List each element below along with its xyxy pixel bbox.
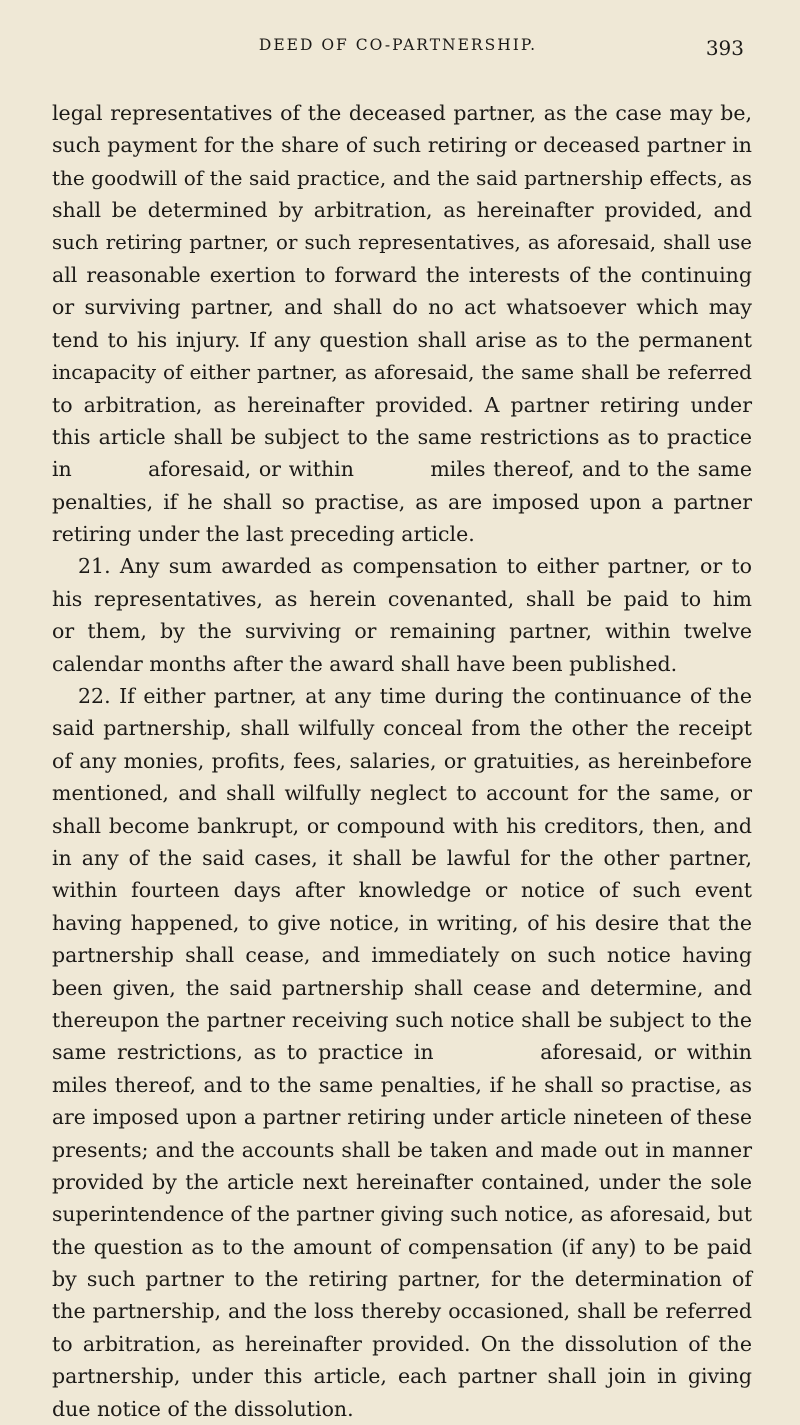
text-line: superintendence of the partner giving such notice, as aforesaid, but xyxy=(52,1202,752,1227)
text-line: the partnership, and the loss thereby occasioned, shall be referred xyxy=(52,1299,752,1324)
text-line: to arbitration, as hereinafter provided. On the dissolution of the xyxy=(52,1331,752,1356)
text-line: mentioned, and shall wilfully neglect to account for the same, or xyxy=(52,781,752,806)
text-line: been given, the said partnership shall cease and determine, and xyxy=(52,975,752,1000)
text-line: calendar months after the award shall have been published. xyxy=(52,651,678,676)
text-line: tend to his injury. If any question shall arise as to the permanent xyxy=(52,327,752,352)
text-line: partnership shall cease, and immediately on such notice having xyxy=(52,943,752,968)
text-line: 22. If either partner, at any time during the continuance of the xyxy=(78,684,752,709)
text-line: are imposed upon a partner retiring under article nineteen of these xyxy=(52,1105,752,1130)
text-line: provided by the article next hereinafter contained, under the sole xyxy=(52,1169,752,1194)
text-line: or them, by the surviving or remaining partner, within twelve xyxy=(52,619,752,644)
text-line: the goodwill of the said practice, and the said partnership effects, as xyxy=(52,165,752,190)
running-title: DEED OF CO-PARTNERSHIP. xyxy=(258,36,538,54)
text-line: penalties, if he shall so practise, as are imposed upon a partner xyxy=(52,489,752,514)
text-line: of any monies, profits, fees, salaries, or gratuities, as hereinbefore xyxy=(52,748,752,773)
text-line: thereupon the partner receiving such notice shall be subject to the xyxy=(52,1007,752,1032)
text-line: or surviving partner, and shall do no act whatsoever which may xyxy=(52,295,752,320)
text-line: this article shall be subject to the same restrictions as to practice xyxy=(52,424,752,449)
text-line: having happened, to give notice, in writing, of his desire that the xyxy=(52,910,752,935)
text-line: such retiring partner, or such representatives, as aforesaid, shall use xyxy=(52,230,752,254)
text-line: in aforesaid, or within miles thereof, and to the same xyxy=(52,457,752,482)
text-line: 21. Any sum awarded as compensation to either partner, or to xyxy=(78,554,752,579)
text-line: partnership, under this article, each partner shall join in giving xyxy=(52,1364,752,1389)
text-line: his representatives, as herein covenanted, shall be paid to him xyxy=(52,586,752,611)
text-line: due notice of the dissolution. xyxy=(52,1396,354,1421)
page-number: 393 xyxy=(705,36,744,60)
text-line: retiring under the last preceding article. xyxy=(52,522,475,547)
text-line: presents; and the accounts shall be taken and made out in manner xyxy=(52,1137,752,1162)
text-line: miles thereof, and to the same penalties, if he shall so practise, as xyxy=(52,1072,752,1097)
text-line: incapacity of either partner, as aforesaid, the same shall be referred xyxy=(52,360,752,385)
text-line: same restrictions, as to practice in aforesaid, or within xyxy=(52,1040,752,1065)
text-line: all reasonable exertion to forward the interests of the continuing xyxy=(52,262,752,287)
text-line: said partnership, shall wilfully conceal from the other the receipt xyxy=(52,716,752,741)
text-line: shall become bankrupt, or compound with his creditors, then, and xyxy=(52,813,752,838)
body-text xyxy=(52,97,752,1425)
text-line: within fourteen days after knowledge or notice of such event xyxy=(52,878,752,903)
text-line: in any of the said cases, it shall be lawful for the other partner, xyxy=(52,845,752,870)
text-line: the question as to the amount of compensation (if any) to be paid xyxy=(52,1234,752,1259)
text-line: shall be determined by arbitration, as hereinafter provided, and xyxy=(52,198,752,223)
running-head xyxy=(52,36,744,66)
text-line: legal representatives of the deceased partner, as the case may be, xyxy=(52,101,752,125)
text-line: such payment for the share of such retiring or deceased partner in xyxy=(52,133,752,158)
text-line: to arbitration, as hereinafter provided. A partner retiring under xyxy=(52,392,752,417)
text-line: by such partner to the retiring partner, for the determination of xyxy=(52,1267,752,1292)
